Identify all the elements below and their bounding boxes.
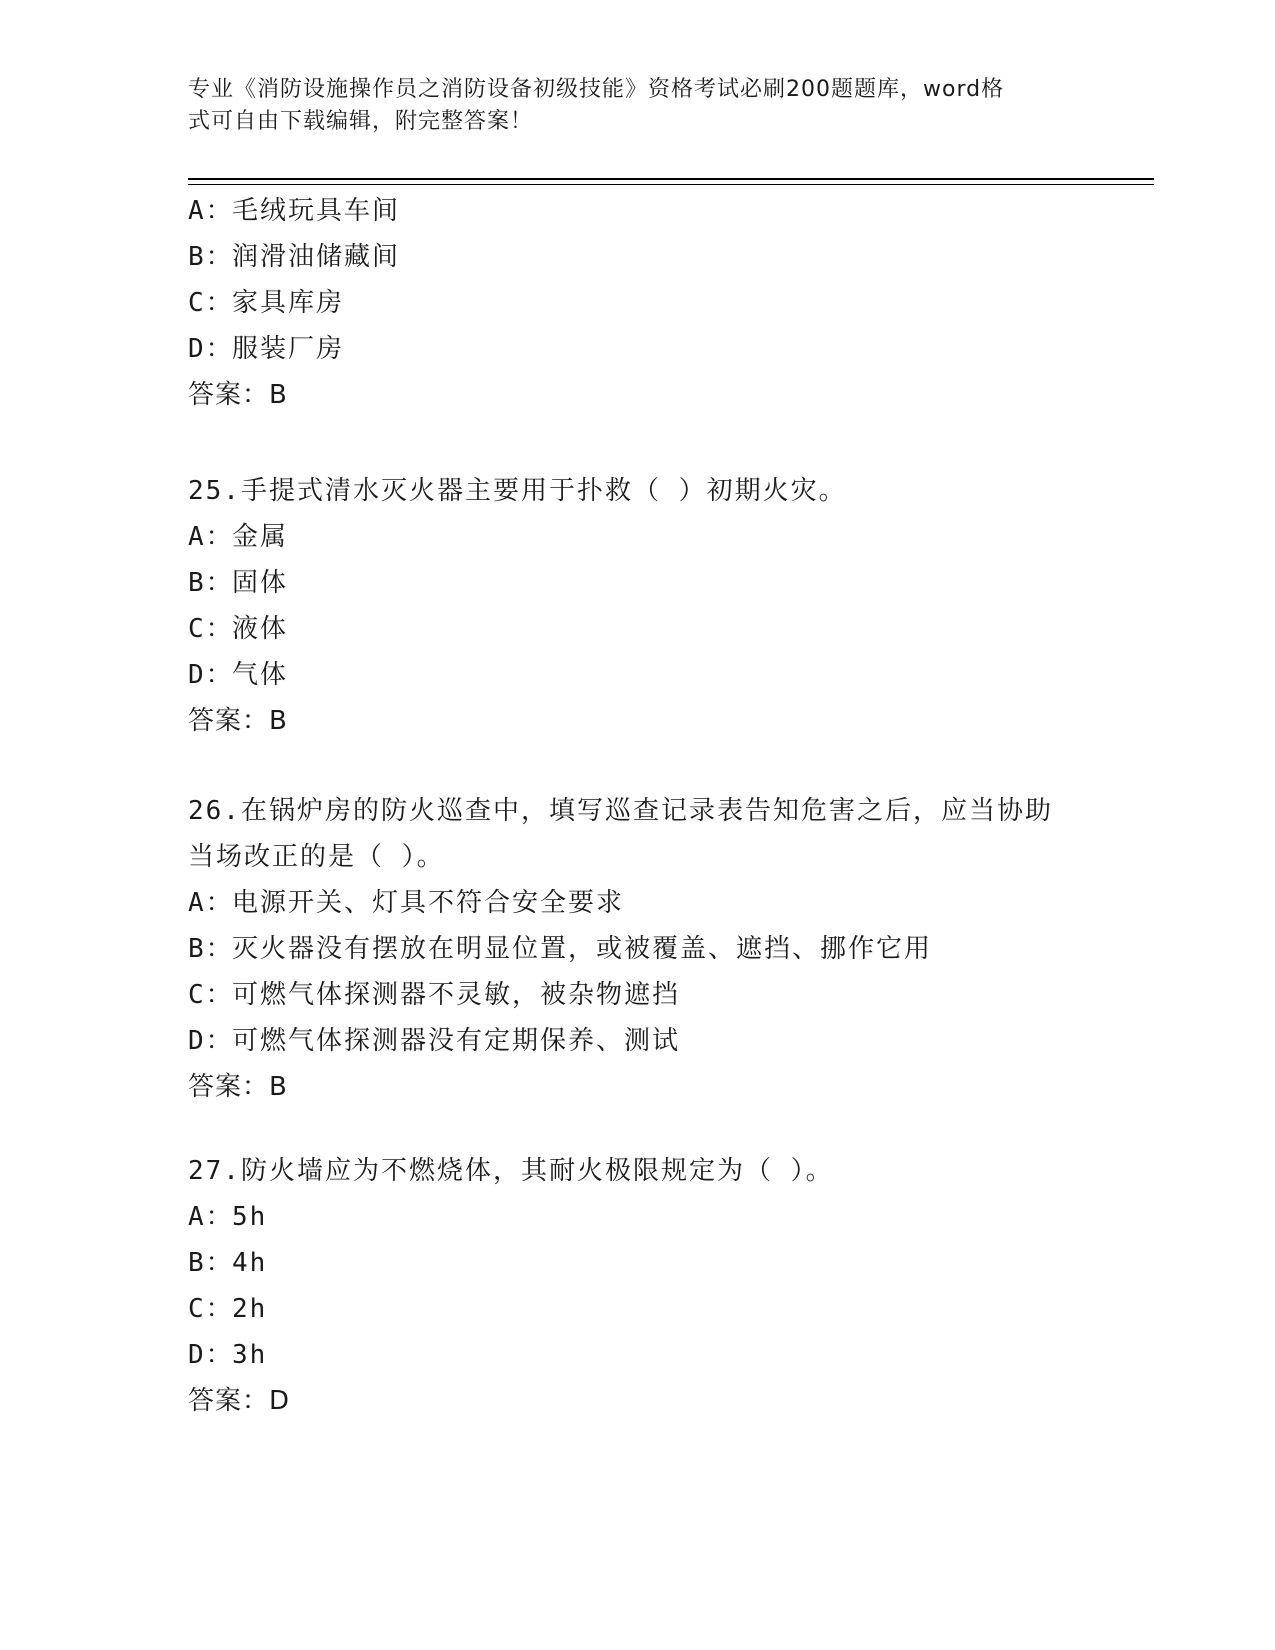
- question-stem: 27.防火墙应为不燃烧体，其耐火极限规定为（ ）。: [188, 1156, 834, 1186]
- answer-line: 答案：B: [188, 1072, 288, 1102]
- question-25: [188, 468, 1088, 744]
- question-27: [188, 1148, 1088, 1424]
- option-b: B：灭火器没有摆放在明显位置，或被覆盖、遮挡、挪作它用: [188, 934, 933, 964]
- question-stem: 25.手提式清水灭火器主要用于扑救（ ）初期火灾。: [188, 476, 847, 506]
- option-c: C：2h: [188, 1294, 268, 1324]
- question-stem-line-1: 26.在锅炉房的防火巡查中，填写巡查记录表告知危害之后，应当协助: [188, 796, 1053, 826]
- option-a: A：金属: [188, 522, 289, 552]
- answer-line: 答案：B: [188, 380, 288, 410]
- option-c: C：液体: [188, 614, 289, 644]
- option-b: B：润滑油储藏间: [188, 242, 401, 272]
- question-stem-line-2: 当场改正的是（ ）。: [188, 842, 445, 872]
- answer-line: 答案：B: [188, 706, 288, 736]
- header-divider-thick: [188, 178, 1154, 180]
- option-d: D：服装厂房: [188, 334, 345, 364]
- option-a: A：毛绒玩具车间: [188, 196, 401, 226]
- option-b: B：4h: [188, 1248, 268, 1278]
- question-26: [188, 788, 1088, 1110]
- option-b: B：固体: [188, 568, 289, 598]
- option-a: A：电源开关、灯具不符合安全要求: [188, 888, 625, 918]
- question-24-continuation: [188, 188, 1088, 418]
- header-divider-thin: [188, 184, 1154, 185]
- document-header: [188, 74, 1068, 138]
- option-c: C：家具库房: [188, 288, 345, 318]
- header-line-2: 式可自由下载编辑，附完整答案！: [188, 109, 534, 134]
- option-c: C：可燃气体探测器不灵敏，被杂物遮挡: [188, 980, 681, 1010]
- option-d: D：气体: [188, 660, 289, 690]
- header-line-1: 专业《消防设施操作员之消防设备初级技能》资格考试必刷200题题库，word格: [188, 77, 1005, 102]
- answer-line: 答案：D: [188, 1386, 291, 1416]
- option-d: D：3h: [188, 1340, 268, 1370]
- option-a: A：5h: [188, 1202, 268, 1232]
- option-d: D：可燃气体探测器没有定期保养、测试: [188, 1026, 681, 1056]
